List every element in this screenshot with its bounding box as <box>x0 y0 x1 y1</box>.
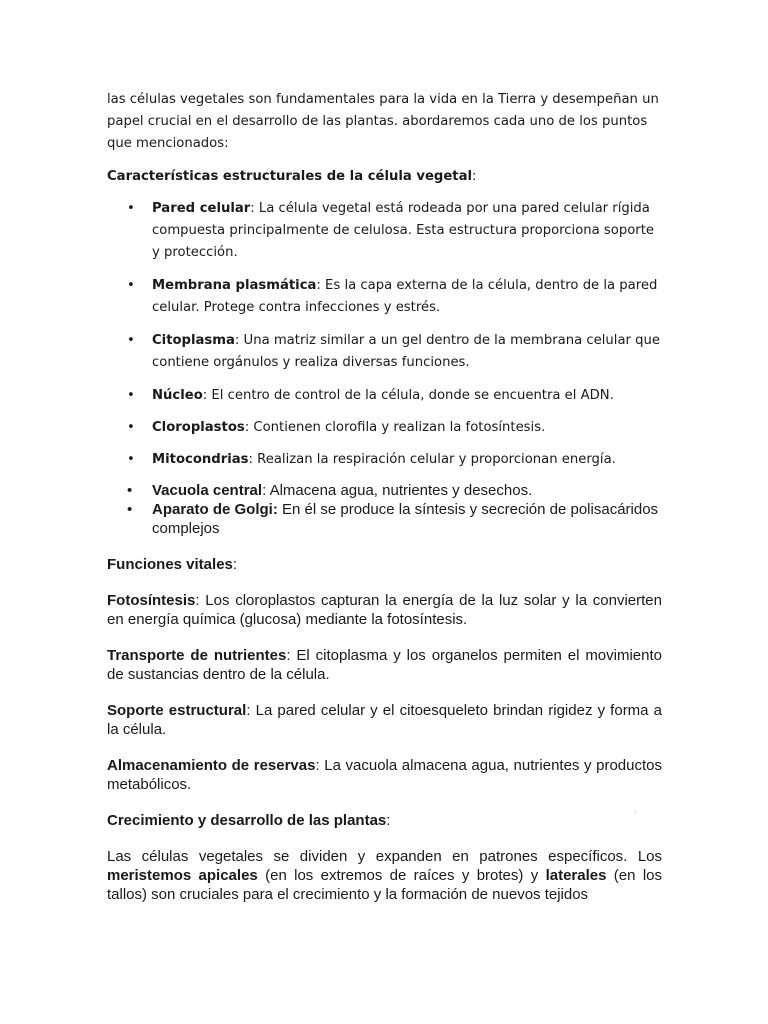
list-item-text: : Almacena agua, nutrientes y desechos. <box>262 482 533 499</box>
bullet-icon: • <box>127 420 135 435</box>
list-item-term: Cloroplastos <box>152 420 245 435</box>
vital-term: Soporte estructural <box>107 702 247 719</box>
list-item-text: : Una matriz similar a un gel dentro de la membrana celular que contiene orgánulos y realiza diversas funciones. <box>152 333 660 370</box>
bullet-icon: • <box>127 201 135 216</box>
growth-term-lateral: laterales <box>545 867 607 884</box>
bullet-icon: • <box>127 278 135 293</box>
growth-text: (en los tallos) son cruciales para el crecimiento y la formación de nuevos tejidos <box>107 867 662 903</box>
vital-heading-colon: : <box>232 556 238 573</box>
structural-heading <box>107 166 662 188</box>
list-item <box>107 330 662 374</box>
bullet-icon: • <box>127 501 133 518</box>
vital-paragraph <box>107 756 662 794</box>
list-item-text: : La célula vegetal está rodeada por una pared celular rígida compuesta principalmente de celulosa. Esta estructura proporciona soporte y protección. <box>152 201 654 260</box>
list-item <box>107 198 662 264</box>
list-item <box>107 275 662 319</box>
growth-term-apical: meristemos apicales <box>107 867 258 884</box>
list-item-text: En él se produce la síntesis y secreción de polisacáridos complejos <box>152 501 659 537</box>
list-item <box>107 385 662 407</box>
bullet-icon: • <box>127 482 133 499</box>
scan-speck: ⁝ <box>634 810 637 817</box>
bullet-icon: • <box>127 452 135 467</box>
growth-text: (en los extremos de raíces y brotes) y <box>257 867 546 884</box>
list-item-term: Vacuola central <box>152 482 263 499</box>
structural-heading-bold: Características estructurales de la célula vegetal <box>107 169 473 184</box>
list-item-term: Mitocondrias <box>152 452 249 467</box>
list-item-text: : Es la capa externa de la célula, dentro de la pared celular. Protege contra infecciones y estrés. <box>152 278 658 315</box>
structural-heading-colon: : <box>472 169 477 184</box>
document-page <box>107 89 662 904</box>
list-item-term: Membrana plasmática <box>152 278 317 293</box>
growth-heading <box>107 811 662 830</box>
structure-list-continued <box>107 481 662 538</box>
intro-paragraph: las células vegetales son fundamentales para la vida en la Tierra y desempeñan un papel crucial en el desarrollo de las plantas. abordaremos cada uno de los puntos que mencionados: <box>107 92 659 151</box>
vital-text: : La vacuola almacena agua, nutrientes y productos metabólicos. <box>107 757 662 793</box>
vital-term: Almacenamiento de reservas <box>107 757 316 774</box>
list-item <box>107 417 662 439</box>
list-item <box>107 481 662 500</box>
list-item-term: Núcleo <box>152 388 203 403</box>
list-item-term: Citoplasma <box>152 333 235 348</box>
vital-text: : Los cloroplastos capturan la energía de la luz solar y la convierten en energía química (glucosa) mediante la fotosíntesis. <box>107 592 662 628</box>
growth-paragraph <box>107 847 662 904</box>
growth-text: Las células vegetales se dividen y expanden en patrones específicos. Los <box>107 848 662 865</box>
bullet-icon: • <box>127 333 135 348</box>
growth-heading-bold: Crecimiento y desarrollo de las plantas <box>107 812 387 829</box>
vital-paragraph <box>107 701 662 739</box>
list-item-term: Aparato de Golgi: <box>152 501 278 518</box>
vital-paragraph <box>107 591 662 629</box>
vital-heading-bold: Funciones vitales <box>107 556 233 573</box>
vital-term: Transporte de nutrientes <box>107 647 287 664</box>
vital-text: : El citoplasma y los organelos permiten el movimiento de sustancias dentro de la célula. <box>107 647 663 683</box>
vital-text: : La pared celular y el citoesqueleto brindan rigidez y forma a la célula. <box>107 702 662 738</box>
list-item <box>107 449 662 471</box>
list-item <box>107 500 662 538</box>
vital-heading <box>107 555 662 574</box>
list-item-text: : Contienen clorofila y realizan la fotosíntesis. <box>244 420 546 435</box>
growth-heading-colon: : <box>386 812 391 829</box>
vital-term: Fotosíntesis <box>107 592 196 609</box>
list-item-text: : El centro de control de la célula, donde se encuentra el ADN. <box>202 388 614 403</box>
list-item-term: Pared celular <box>152 201 251 216</box>
bullet-icon: • <box>127 388 135 403</box>
structure-list <box>107 198 662 471</box>
list-item-text: : Realizan la respiración celular y proporcionan energía. <box>248 452 616 467</box>
vital-paragraph <box>107 646 662 684</box>
